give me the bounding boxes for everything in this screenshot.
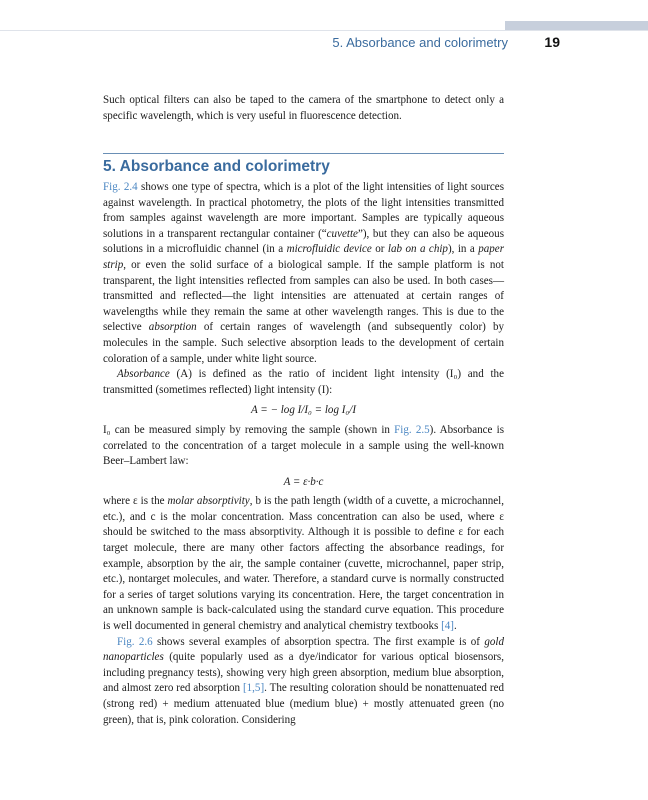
p5-text-2: (quite popularly used as a dye/indicator for various optical biosensors, including pregnancy tests), showing very high green absorption, medium blue absorption, and almost zero red absorption xyxy=(103,651,504,695)
p1-text-1: shows one type of spectra, which is a plot of the light intensities of light sources against wavelength. In practical photometry, the plots of the light intensities transmitted from samples against wavelength are more important. Samples are typically aqueous solutions in a transparent rectangular container (“ xyxy=(103,181,504,240)
paragraph-1 xyxy=(103,180,504,367)
p4-text-2: , b is the path length (width of a cuvette, a microchannel, etc.), and c is the molar concentration. Mass concentration can also be used, where ε should be switched to the mass absorptivity. Although it is possible to define ε for each target molecule, there are many other factors affecting the absorbance readings, for example, absorption by the air, the sample container (cuvette, microchannel, paper strip, etc.), nontarget molecules, and water. Therefore, a standard curve is normally constructed for a series of target solutions varying its concentration. Here, the target concentration in an unknown sample is back-calculated using the standard curve equation. This procedure is well documented in general chemistry and analytical chemistry textbooks xyxy=(103,495,504,633)
intro-paragraph xyxy=(103,93,504,124)
p3-text-2: ). Absorbance is correlated to the concentration of a target molecule in a sample using the well-known Beer–Lambert law: xyxy=(103,423,505,468)
p5-text-3: . The resulting coloration should be nonattenuated red (strong red) + medium attenuated blue (medium blue) + mostly attenuated green (no green), that is, pink coloration. Considering xyxy=(103,682,505,726)
p1-text-3: or xyxy=(371,243,388,256)
term-cuvette: cuvette xyxy=(326,227,358,240)
page-number: 19 xyxy=(544,34,560,50)
section-rule xyxy=(103,153,504,154)
running-title: 5. Absorbance and colorimetry xyxy=(332,35,508,50)
citation-link-4[interactable]: [4] xyxy=(441,620,454,633)
intro-text: Such optical filters can also be taped to the camera of the smartphone to detect only a specific wavelength, which is very useful in fluorescence detection. xyxy=(103,94,504,122)
p2-text-1: (A) is defined as the ratio of incident light intensity (I₀) and the transmitted (sometimes reflected) light intensity (I): xyxy=(103,368,504,396)
p5-text-1: shows several examples of absorption spectra. The first example is of xyxy=(152,635,485,648)
section-number: 5. xyxy=(103,158,116,175)
paragraph-3 xyxy=(103,423,504,470)
figure-link-2-6[interactable]: Fig. 2.6 xyxy=(117,635,153,648)
paragraph-4 xyxy=(103,494,504,634)
figure-link-2-4[interactable]: Fig. 2.4 xyxy=(103,181,138,193)
term-paper-strip: paper strip xyxy=(103,243,504,271)
section-body xyxy=(103,180,504,728)
term-molar-absorptivity: molar absorptivity xyxy=(167,495,250,508)
section-heading xyxy=(103,158,504,176)
term-microfluidic-device: microfluidic device xyxy=(286,243,372,256)
p1-text-2: ”), but they can also be aqueous solutions in a microfluidic channel (in a xyxy=(103,227,504,256)
p1-text-6: of certain ranges of wavelength (and subsequently color) by molecules in the sample. Such selective absorption leads to the development of certain coloration of a sample, under white light source. xyxy=(103,321,504,365)
equation-absorbance: A = − log I/I₀ = log I₀/I xyxy=(250,404,356,417)
section-title: Absorbance and colorimetry xyxy=(119,158,330,175)
header-divider xyxy=(0,30,648,31)
p4-text-3: . xyxy=(453,620,457,633)
term-absorption: absorption xyxy=(148,321,197,334)
citation-link-1-5[interactable]: [1,5] xyxy=(242,682,265,695)
equation-beer-lambert: A = ε·b·c xyxy=(283,475,324,488)
term-gold-nanoparticles: gold nanoparticles xyxy=(103,635,504,664)
term-lab-on-a-chip: lab on a chip xyxy=(387,243,448,256)
p1-text-4: ), in a xyxy=(447,243,479,256)
p1-text-5: , or even the solid surface of a biological sample. If the sample platform is not transparent, the light intensities reflected from samples can also be used. In both cases—transmitted and reflected—the light intensities are attenuated at certain ranges of wavelengths while they remain the same at other wavelength ranges. This is due to the selective xyxy=(103,258,504,334)
header-accent-bar xyxy=(505,21,648,30)
p3-text-1: I₀ can be measured simply by removing the sample (shown in xyxy=(103,423,395,436)
p4-text-1: where ε is the xyxy=(103,495,168,508)
paragraph-2 xyxy=(103,367,504,398)
term-absorbance: Absorbance xyxy=(117,368,170,381)
paragraph-5 xyxy=(103,635,504,729)
figure-link-2-5[interactable]: Fig. 2.5 xyxy=(394,423,430,436)
